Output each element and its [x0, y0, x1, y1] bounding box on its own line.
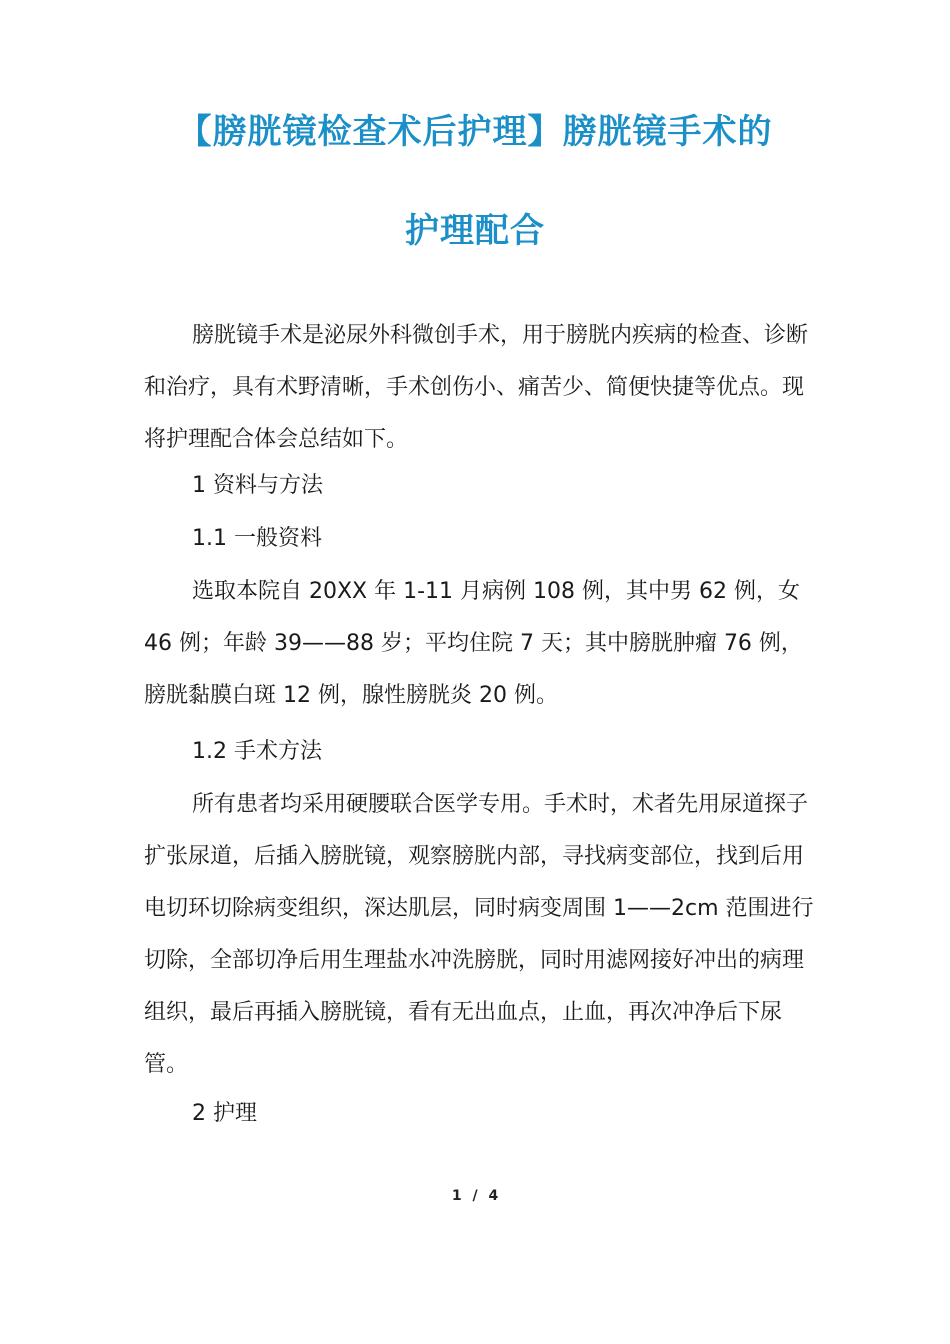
document-title-line2: 护理配合	[405, 211, 545, 251]
section-1-2-paragraph: 所有患者均采用硬腰联合医学专用。手术时，术者先用尿道探子扩张尿道，后插入膀胱镜，观察膀胱内部，寻找病变部位，找到后用电切环切除病变组织，深达肌层，同时病变周围 1——2cm 范围进行切除，全部切净后用生理盐水冲洗膀胱，同时用滤网接好冲出的病理组织，最后再插入膀胱镜，看有无出血点，止血，再次冲净后下尿管。	[144, 792, 814, 1077]
section-1-1-heading: 1.1 一般资料	[192, 526, 322, 551]
section-1-1-paragraph: 选取本院自 20XX 年 1-11 月病例 108 例，其中男 62 例，女 46 例；年龄 39——88 岁；平均住院 7 天；其中膀胱肿瘤 76 例，膀胱黏膜白斑 12 例，腺性膀胱炎 20 例。	[144, 579, 803, 708]
total-page-number: 4	[488, 1188, 499, 1204]
page-number	[0, 1188, 950, 1204]
section-1-heading: 1 资料与方法	[192, 473, 323, 498]
intro-paragraph: 膀胱镜手术是泌尿外科微创手术，用于膀胱内疾病的检查、诊断和治疗，具有术野清晰，手术创伤小、痛苦少、简便快捷等优点。现将护理配合体会总结如下。	[144, 323, 809, 452]
document-title-line1: 【膀胱镜检查术后护理】膀胱镜手术的	[177, 112, 773, 152]
section-2-heading: 2 护理	[192, 1101, 257, 1126]
page-separator: /	[472, 1188, 478, 1204]
current-page-number: 1	[451, 1188, 462, 1204]
section-1-2-heading: 1.2 手术方法	[192, 739, 322, 764]
